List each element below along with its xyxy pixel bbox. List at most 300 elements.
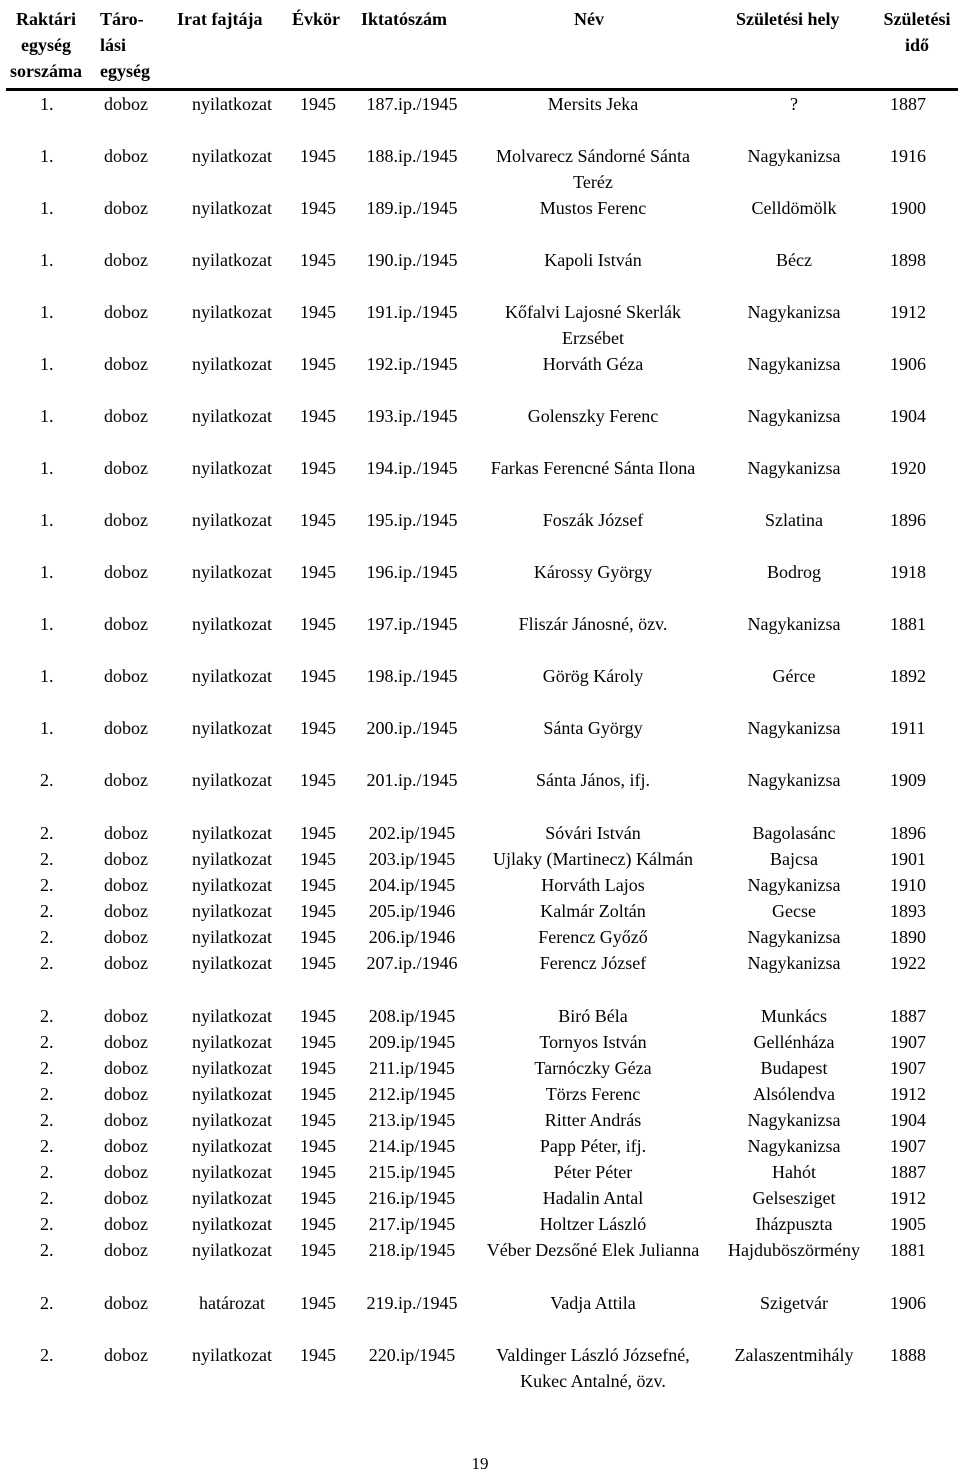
cell-iktatoszam: 198.ip./1945 <box>366 666 458 686</box>
cell-szuletesi-ido: 1881 <box>890 614 926 634</box>
cell-irat-fajtaja: nyilatkozat <box>192 927 272 947</box>
cell-evkor: 1945 <box>300 718 336 738</box>
cell-szuletesi-ido: 1904 <box>890 406 926 426</box>
cell-evkor: 1945 <box>300 1136 336 1156</box>
cell-raktari-egyseg: 1. <box>40 406 54 426</box>
cell-nev <box>468 1211 718 1237</box>
cell-raktari-egyseg: 1. <box>40 510 54 530</box>
cell-tarolasi-egyseg: doboz <box>104 770 148 790</box>
cell-irat-fajtaja: nyilatkozat <box>192 510 272 530</box>
cell-szuletesi-ido: 1909 <box>890 770 926 790</box>
cell-szuletesi-ido: 1907 <box>890 1136 926 1156</box>
cell-raktari-egyseg: 2. <box>40 1058 54 1078</box>
cell-szuletesi-ido: 1900 <box>890 198 926 218</box>
cell-raktari-egyseg: 1. <box>40 146 54 166</box>
cell-iktatoszam: 212.ip/1945 <box>368 1084 456 1104</box>
cell-raktari-egyseg: 1. <box>40 94 54 114</box>
name-line: Holtzer László <box>539 1214 647 1234</box>
page-number: 19 <box>471 1454 489 1473</box>
cell-nev <box>468 1055 718 1081</box>
name-line: Törzs Ferenc <box>545 1084 641 1104</box>
cell-irat-fajtaja: nyilatkozat <box>192 146 272 166</box>
cell-tarolasi-egyseg: doboz <box>104 953 148 973</box>
cell-iktatoszam: 200.ip./1945 <box>366 718 458 738</box>
cell-raktari-egyseg: 2. <box>40 1110 54 1130</box>
header-line: egység <box>21 35 71 55</box>
cell-raktari-egyseg: 2. <box>40 1032 54 1052</box>
cell-evkor: 1945 <box>300 614 336 634</box>
cell-szuletesi-hely: Nagykanizsa <box>747 718 841 738</box>
cell-tarolasi-egyseg: doboz <box>104 1110 148 1130</box>
cell-szuletesi-hely: Gecse <box>772 901 816 921</box>
cell-tarolasi-egyseg: doboz <box>104 458 148 478</box>
cell-tarolasi-egyseg: doboz <box>104 1240 148 1260</box>
name-line: Kukec Antalné, özv. <box>520 1371 666 1391</box>
cell-szuletesi-hely: Munkács <box>761 1006 827 1026</box>
cell-iktatoszam: 188.ip./1945 <box>366 146 458 166</box>
cell-evkor: 1945 <box>300 250 336 270</box>
cell-tarolasi-egyseg: doboz <box>104 1188 148 1208</box>
cell-raktari-egyseg: 2. <box>40 770 54 790</box>
cell-szuletesi-ido: 1888 <box>890 1345 926 1365</box>
cell-tarolasi-egyseg: doboz <box>104 849 148 869</box>
cell-szuletesi-hely: Bagolasánc <box>752 823 836 843</box>
cell-nev <box>468 247 718 273</box>
name-line: Golenszky Ferenc <box>527 406 659 426</box>
records-table <box>6 4 956 1391</box>
cell-szuletesi-hely: Nagykanizsa <box>747 614 841 634</box>
cell-irat-fajtaja: nyilatkozat <box>192 614 272 634</box>
cell-tarolasi-egyseg: doboz <box>104 510 148 530</box>
name-line: Molvarecz Sándorné Sánta <box>496 146 690 166</box>
cell-szuletesi-hely: Bajcsa <box>770 849 818 869</box>
cell-raktari-egyseg: 2. <box>40 953 54 973</box>
name-line: Tarnóczky Géza <box>534 1058 652 1078</box>
cell-szuletesi-ido: 1887 <box>890 94 926 114</box>
name-line: Vadja Attila <box>550 1293 636 1313</box>
cell-szuletesi-ido: 1887 <box>890 1162 926 1182</box>
cell-iktatoszam: 214.ip/1945 <box>368 1136 456 1156</box>
header-line: egység <box>100 61 150 81</box>
cell-szuletesi-ido: 1881 <box>890 1240 926 1260</box>
name-line: Sánta György <box>543 718 643 738</box>
name-line: Károssy György <box>533 562 653 582</box>
cell-nev <box>468 195 718 221</box>
cell-tarolasi-egyseg: doboz <box>104 614 148 634</box>
cell-szuletesi-ido: 1912 <box>890 1084 926 1104</box>
cell-raktari-egyseg: 2. <box>40 1084 54 1104</box>
cell-nev <box>468 846 718 872</box>
cell-iktatoszam: 196.ip./1945 <box>366 562 458 582</box>
table-header <box>6 4 956 86</box>
cell-szuletesi-ido: 1887 <box>890 1006 926 1026</box>
cell-szuletesi-hely: Nagykanizsa <box>747 1110 841 1130</box>
cell-szuletesi-ido: 1918 <box>890 562 926 582</box>
cell-evkor: 1945 <box>300 770 336 790</box>
cell-raktari-egyseg: 2. <box>40 1162 54 1182</box>
cell-evkor: 1945 <box>300 406 336 426</box>
cell-evkor: 1945 <box>300 1110 336 1130</box>
cell-evkor: 1945 <box>300 875 336 895</box>
cell-szuletesi-hely: Szigetvár <box>760 1293 828 1313</box>
cell-tarolasi-egyseg: doboz <box>104 901 148 921</box>
cell-tarolasi-egyseg: doboz <box>104 1214 148 1234</box>
cell-szuletesi-hely: Zalaszentmihály <box>734 1345 854 1365</box>
cell-nev <box>468 559 718 585</box>
cell-tarolasi-egyseg: doboz <box>104 1345 148 1365</box>
cell-raktari-egyseg: 1. <box>40 354 54 374</box>
cell-irat-fajtaja: nyilatkozat <box>192 302 272 322</box>
cell-tarolasi-egyseg: doboz <box>104 562 148 582</box>
cell-nev <box>468 403 718 429</box>
cell-irat-fajtaja: nyilatkozat <box>192 1136 272 1156</box>
cell-tarolasi-egyseg: doboz <box>104 146 148 166</box>
cell-nev <box>468 820 718 846</box>
cell-nev <box>468 1081 718 1107</box>
cell-nev <box>468 455 718 481</box>
name-line: Sánta János, ifj. <box>536 770 650 790</box>
name-line: Ritter András <box>544 1110 642 1130</box>
cell-raktari-egyseg: 2. <box>40 1214 54 1234</box>
cell-nev <box>468 715 718 741</box>
cell-evkor: 1945 <box>300 510 336 530</box>
cell-irat-fajtaja: nyilatkozat <box>192 1240 272 1260</box>
cell-szuletesi-hely: Alsólendva <box>753 1084 835 1104</box>
name-line: Kalmár Zoltán <box>540 901 646 921</box>
cell-raktari-egyseg: 2. <box>40 823 54 843</box>
cell-iktatoszam: 197.ip./1945 <box>366 614 458 634</box>
header-line: Raktári <box>16 9 76 29</box>
cell-evkor: 1945 <box>300 146 336 166</box>
name-line: Valdinger László Józsefné, <box>496 1345 690 1365</box>
cell-raktari-egyseg: 2. <box>40 1188 54 1208</box>
cell-tarolasi-egyseg: doboz <box>104 1032 148 1052</box>
name-line: Biró Béla <box>558 1006 628 1026</box>
cell-tarolasi-egyseg: doboz <box>104 94 148 114</box>
cell-evkor: 1945 <box>300 1188 336 1208</box>
cell-szuletesi-hely: Gelsesziget <box>752 1188 836 1208</box>
cell-szuletesi-hely: Nagykanizsa <box>747 1136 841 1156</box>
cell-szuletesi-ido: 1906 <box>890 1293 926 1313</box>
cell-szuletesi-ido: 1904 <box>890 1110 926 1130</box>
cell-tarolasi-egyseg: doboz <box>104 354 148 374</box>
name-line: Görög Károly <box>542 666 644 686</box>
cell-szuletesi-hely: Budapest <box>760 1058 828 1078</box>
cell-evkor: 1945 <box>300 562 336 582</box>
cell-raktari-egyseg: 1. <box>40 302 54 322</box>
cell-szuletesi-ido: 1905 <box>890 1214 926 1234</box>
cell-nev <box>468 872 718 898</box>
header-szuletesi-hely: Születési hely <box>736 9 840 29</box>
cell-irat-fajtaja: nyilatkozat <box>192 1188 272 1208</box>
cell-iktatoszam: 211.ip/1945 <box>369 1058 455 1078</box>
cell-nev <box>468 924 718 950</box>
cell-irat-fajtaja: nyilatkozat <box>192 458 272 478</box>
cell-iktatoszam: 209.ip/1945 <box>368 1032 456 1052</box>
name-line: Farkas Ferencné Sánta Ilona <box>490 458 696 478</box>
cell-evkor: 1945 <box>300 354 336 374</box>
cell-iktatoszam: 195.ip./1945 <box>366 510 458 530</box>
cell-iktatoszam: 202.ip/1945 <box>368 823 456 843</box>
cell-szuletesi-ido: 1906 <box>890 354 926 374</box>
cell-tarolasi-egyseg: doboz <box>104 927 148 947</box>
cell-iktatoszam: 217.ip/1945 <box>368 1214 456 1234</box>
cell-tarolasi-egyseg: doboz <box>104 666 148 686</box>
name-line: Mersits Jeka <box>547 94 639 114</box>
cell-nev <box>468 1159 718 1185</box>
cell-iktatoszam: 187.ip./1945 <box>366 94 458 114</box>
cell-szuletesi-hely: Hahót <box>772 1162 816 1182</box>
cell-nev <box>468 351 718 377</box>
cell-evkor: 1945 <box>300 1032 336 1052</box>
cell-irat-fajtaja: nyilatkozat <box>192 354 272 374</box>
cell-iktatoszam: 216.ip/1945 <box>368 1188 456 1208</box>
name-line: Ferencz Győző <box>538 927 648 947</box>
cell-szuletesi-hely: Gérce <box>772 666 816 686</box>
cell-irat-fajtaja: nyilatkozat <box>192 1110 272 1130</box>
cell-raktari-egyseg: 2. <box>40 901 54 921</box>
cell-szuletesi-hely: Szlatina <box>765 510 823 530</box>
cell-szuletesi-hely: Nagykanizsa <box>747 406 841 426</box>
cell-szuletesi-hely: Bodrog <box>767 562 821 582</box>
cell-tarolasi-egyseg: doboz <box>104 1136 148 1156</box>
cell-evkor: 1945 <box>300 927 336 947</box>
cell-szuletesi-ido: 1890 <box>890 927 926 947</box>
cell-szuletesi-ido: 1907 <box>890 1032 926 1052</box>
cell-szuletesi-ido: 1916 <box>890 146 926 166</box>
cell-raktari-egyseg: 2. <box>40 1345 54 1365</box>
cell-szuletesi-ido: 1898 <box>890 250 926 270</box>
name-line: Péter Péter <box>553 1162 633 1182</box>
header-line: idő <box>904 35 929 55</box>
cell-szuletesi-hely: Nagykanizsa <box>747 927 841 947</box>
header-irat-fajtaja: Irat fajtája <box>177 9 263 29</box>
cell-irat-fajtaja: határozat <box>199 1293 265 1313</box>
cell-raktari-egyseg: 2. <box>40 1293 54 1313</box>
name-line: Kapoli István <box>544 250 642 270</box>
cell-tarolasi-egyseg: doboz <box>104 718 148 738</box>
cell-szuletesi-hely: ? <box>790 94 798 114</box>
header-iktatoszam: Iktatószám <box>361 9 447 29</box>
name-line: Sóvári István <box>545 823 641 843</box>
header-evkor: Évkör <box>292 9 341 29</box>
cell-szuletesi-ido: 1922 <box>890 953 926 973</box>
cell-evkor: 1945 <box>300 302 336 322</box>
cell-nev <box>468 1342 718 1394</box>
cell-evkor: 1945 <box>300 1084 336 1104</box>
cell-nev <box>468 143 718 195</box>
name-line: Tornyos István <box>539 1032 647 1052</box>
name-line: Ujlaky (Martinecz) Kálmán <box>493 849 693 869</box>
cell-raktari-egyseg: 1. <box>40 198 54 218</box>
cell-szuletesi-ido: 1910 <box>890 875 926 895</box>
cell-iktatoszam: 203.ip/1945 <box>368 849 456 869</box>
name-line: Erzsébet <box>562 328 624 348</box>
cell-szuletesi-hely: Nagykanizsa <box>747 458 841 478</box>
name-line: Foszák József <box>542 510 644 530</box>
cell-tarolasi-egyseg: doboz <box>104 1058 148 1078</box>
cell-raktari-egyseg: 2. <box>40 849 54 869</box>
cell-nev <box>468 1290 718 1316</box>
cell-tarolasi-egyseg: doboz <box>104 823 148 843</box>
cell-nev <box>468 1133 718 1159</box>
cell-evkor: 1945 <box>300 198 336 218</box>
cell-irat-fajtaja: nyilatkozat <box>192 770 272 790</box>
cell-iktatoszam: 219.ip./1945 <box>366 1293 458 1313</box>
cell-irat-fajtaja: nyilatkozat <box>192 1345 272 1365</box>
cell-iktatoszam: 213.ip/1945 <box>368 1110 456 1130</box>
cell-nev <box>468 1029 718 1055</box>
cell-tarolasi-egyseg: doboz <box>104 1293 148 1313</box>
cell-szuletesi-hely: Celldömölk <box>751 198 837 218</box>
cell-evkor: 1945 <box>300 1293 336 1313</box>
cell-irat-fajtaja: nyilatkozat <box>192 198 272 218</box>
cell-evkor: 1945 <box>300 849 336 869</box>
name-line: Mustos Ferenc <box>539 198 647 218</box>
cell-tarolasi-egyseg: doboz <box>104 302 148 322</box>
cell-iktatoszam: 206.ip/1946 <box>368 927 456 947</box>
cell-szuletesi-hely: Nagykanizsa <box>747 953 841 973</box>
cell-szuletesi-ido: 1920 <box>890 458 926 478</box>
cell-szuletesi-ido: 1896 <box>890 510 926 530</box>
name-line: Ferencz József <box>539 953 647 973</box>
cell-evkor: 1945 <box>300 666 336 686</box>
cell-irat-fajtaja: nyilatkozat <box>192 250 272 270</box>
cell-iktatoszam: 189.ip./1945 <box>366 198 458 218</box>
cell-szuletesi-hely: Nagykanizsa <box>747 770 841 790</box>
cell-szuletesi-ido: 1907 <box>890 1058 926 1078</box>
cell-irat-fajtaja: nyilatkozat <box>192 94 272 114</box>
cell-raktari-egyseg: 1. <box>40 614 54 634</box>
cell-tarolasi-egyseg: doboz <box>104 1084 148 1104</box>
cell-tarolasi-egyseg: doboz <box>104 875 148 895</box>
cell-nev <box>468 1237 718 1263</box>
cell-nev <box>468 663 718 689</box>
cell-szuletesi-hely: Nagykanizsa <box>747 146 841 166</box>
cell-tarolasi-egyseg: doboz <box>104 1006 148 1026</box>
cell-irat-fajtaja: nyilatkozat <box>192 1214 272 1234</box>
cell-szuletesi-ido: 1892 <box>890 666 926 686</box>
cell-tarolasi-egyseg: doboz <box>104 1162 148 1182</box>
cell-irat-fajtaja: nyilatkozat <box>192 1162 272 1182</box>
name-line: Kőfalvi Lajosné Skerlák <box>505 302 681 322</box>
cell-nev <box>468 91 718 117</box>
cell-evkor: 1945 <box>300 1240 336 1260</box>
cell-iktatoszam: 194.ip./1945 <box>366 458 458 478</box>
cell-evkor: 1945 <box>300 458 336 478</box>
cell-evkor: 1945 <box>300 94 336 114</box>
cell-evkor: 1945 <box>300 1345 336 1365</box>
header-nev: Név <box>574 9 604 29</box>
cell-nev <box>468 898 718 924</box>
cell-raktari-egyseg: 2. <box>40 875 54 895</box>
cell-irat-fajtaja: nyilatkozat <box>192 849 272 869</box>
cell-irat-fajtaja: nyilatkozat <box>192 953 272 973</box>
cell-tarolasi-egyseg: doboz <box>104 198 148 218</box>
cell-evkor: 1945 <box>300 1058 336 1078</box>
cell-irat-fajtaja: nyilatkozat <box>192 1058 272 1078</box>
cell-szuletesi-hely: Hajduböszörmény <box>728 1240 860 1260</box>
name-line: Horváth Lajos <box>541 875 645 895</box>
name-line: Fliszár Jánosné, özv. <box>518 614 668 634</box>
cell-evkor: 1945 <box>300 1162 336 1182</box>
cell-irat-fajtaja: nyilatkozat <box>192 875 272 895</box>
name-line: Véber Dezsőné Elek Julianna <box>486 1240 700 1260</box>
cell-raktari-egyseg: 2. <box>40 1006 54 1026</box>
cell-evkor: 1945 <box>300 1006 336 1026</box>
cell-nev <box>468 507 718 533</box>
header-raktari-egyseg <box>8 6 84 84</box>
cell-nev <box>468 950 718 976</box>
cell-iktatoszam: 207.ip./1946 <box>366 953 458 973</box>
header-line: lási <box>100 35 127 55</box>
cell-raktari-egyseg: 1. <box>40 458 54 478</box>
cell-irat-fajtaja: nyilatkozat <box>192 1006 272 1026</box>
cell-irat-fajtaja: nyilatkozat <box>192 562 272 582</box>
cell-iktatoszam: 204.ip/1945 <box>368 875 456 895</box>
cell-nev <box>468 1003 718 1029</box>
cell-irat-fajtaja: nyilatkozat <box>192 1032 272 1052</box>
cell-raktari-egyseg: 2. <box>40 927 54 947</box>
cell-tarolasi-egyseg: doboz <box>104 406 148 426</box>
cell-raktari-egyseg: 1. <box>40 666 54 686</box>
cell-szuletesi-ido: 1912 <box>890 1188 926 1208</box>
cell-iktatoszam: 201.ip./1945 <box>366 770 458 790</box>
cell-szuletesi-hely: Nagykanizsa <box>747 302 841 322</box>
cell-szuletesi-ido: 1912 <box>890 302 926 322</box>
cell-irat-fajtaja: nyilatkozat <box>192 901 272 921</box>
cell-szuletesi-hely: Iházpuszta <box>755 1214 833 1234</box>
cell-tarolasi-egyseg: doboz <box>104 250 148 270</box>
cell-nev <box>468 767 718 793</box>
header-szuletesi-ido <box>878 6 956 58</box>
cell-iktatoszam: 208.ip/1945 <box>368 1006 456 1026</box>
cell-evkor: 1945 <box>300 823 336 843</box>
cell-szuletesi-ido: 1896 <box>890 823 926 843</box>
cell-szuletesi-hely: Nagykanizsa <box>747 354 841 374</box>
cell-irat-fajtaja: nyilatkozat <box>192 1084 272 1104</box>
cell-irat-fajtaja: nyilatkozat <box>192 718 272 738</box>
cell-szuletesi-hely: Bécz <box>776 250 812 270</box>
name-line: Hadalin Antal <box>542 1188 644 1208</box>
name-line: Teréz <box>573 172 613 192</box>
name-line: Papp Péter, ifj. <box>539 1136 647 1156</box>
cell-evkor: 1945 <box>300 901 336 921</box>
cell-szuletesi-hely: Nagykanizsa <box>747 875 841 895</box>
cell-iktatoszam: 218.ip/1945 <box>368 1240 456 1260</box>
cell-raktari-egyseg: 1. <box>40 250 54 270</box>
cell-szuletesi-ido: 1911 <box>890 718 926 738</box>
cell-iktatoszam: 215.ip/1945 <box>368 1162 456 1182</box>
cell-evkor: 1945 <box>300 1214 336 1234</box>
cell-szuletesi-hely: Gellénháza <box>753 1032 835 1052</box>
header-line: Táro- <box>100 9 144 29</box>
cell-raktari-egyseg: 1. <box>40 562 54 582</box>
cell-iktatoszam: 220.ip/1945 <box>368 1345 456 1365</box>
header-line: Születési <box>883 9 951 29</box>
cell-raktari-egyseg: 1. <box>40 718 54 738</box>
cell-nev <box>468 611 718 637</box>
cell-irat-fajtaja: nyilatkozat <box>192 666 272 686</box>
cell-irat-fajtaja: nyilatkozat <box>192 823 272 843</box>
cell-raktari-egyseg: 2. <box>40 1136 54 1156</box>
header-line: sorszáma <box>10 61 82 81</box>
header-tarolasi-egyseg <box>100 6 150 84</box>
cell-nev <box>468 1185 718 1211</box>
name-line: Horváth Géza <box>542 354 644 374</box>
cell-evkor: 1945 <box>300 953 336 973</box>
cell-szuletesi-ido: 1893 <box>890 901 926 921</box>
